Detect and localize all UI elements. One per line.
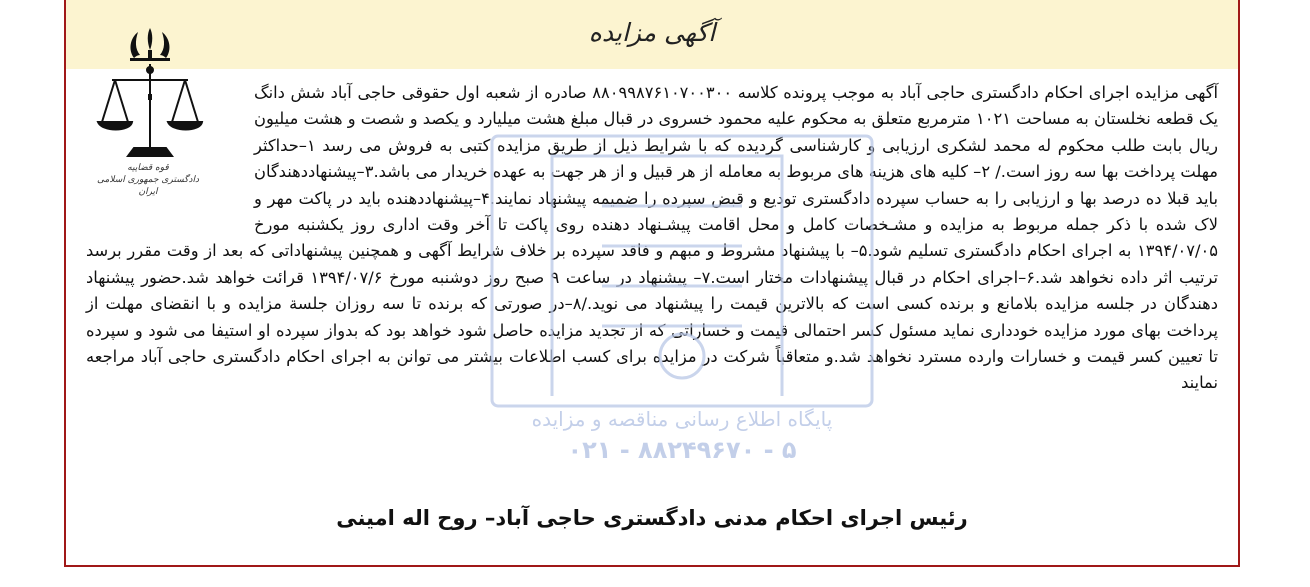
notice-body-text: آگهی مزایده اجرای احکام دادگستری حاجی آباد به موجب پرونده کلاسه ۸۸۰۹۹۸۷۶۱۰۷۰۰۳۰۰ صادره از شعبه اول حقوقی حاجی آباد شش دانگ یک قطعه نخلستان به مساحت ۱۰۲۱ مترمربع متعلق به محکوم علیه محمود خسروی در قبال مبلغ هشت میلیارد و یکصد و شصت و هشت میلیون ریال بابت طلب محکوم له محمد لشکری ارزیابی و کارشناسی گردیده که با شرایط ذیل از طریق مزایده کتبی به فروش می رسد ۱–حداکثر مهلت پرداخت بها سه روز است./ ۲– کلیه های هزینه های مربوط به معامله از هر قبیل و از هر جهت به عهده خریدار می باشد.۳–پیشنهاددهندگان باید قبلا ده درصد بها و ارزیابی را به حساب سپرده دادگستری تودیع و قبض سپرده را ضمیمه پیشنهاد نمایند.۴–پیشنهاددهنده باید در پاکت مهر و لاک شده با ذکر جمله مربوط به مزایده و مشـخصات کامل و محل اقامت پیشـنهاد دهنده روی پاکت تا آخر وقت اداری روز یکشنبه مورخ ۱۳۹۴/۰۷/۰۵ به اجرای احکام دادگستری تسلیم شود.۵– با پیشنهاد مشروط و مبهم و فاقد سپرده بر خلاف شرایط آگهی و همچنین پیشنهاداتی که بعد از وقت مقرر برسد ترتیب اثر داده نخواهد شد.۶–اجرای احکام در قبال پیشنهادات مختار است.۷– پیشنهاد در ساعت ۹ صبح روز دوشنبه مورخ ۱۳۹۴/۰۷/۶ قرائت خواهد شد.حضور پیشنهاد دهندگان در جلسه مزایده بلامانع و برنده کسی است که بالاترین قیمت را پیشنهاد می نوید./۸–در صورتی که برنده تا سه روزان جلسة مزایده و با انقضای مهلت از پرداخت بهای مورد مزایده خودداری نماید مسئول کسر احتمالی قیمت و خساراتی که از تجدید مزایده حاصل شود خواهد بود که بدواز سپرده او استیفا می شود و سپرده تا تعیین کسر قیمت و خسارات وارده مسترد نخواهد شد.و متعاقباً شرکت در مزایده برای کسب اطلاعات بیشتر می توانن به اجرای احکام دادگستری حاجی آباد مراجعه نمایند xyxy=(86,83,1219,393)
watermark-line1: پایگاه اطلاع رسانی مناقصه و مزایده xyxy=(531,407,833,431)
notice-body xyxy=(86,80,1218,480)
notice-heading: آگهی مزایده xyxy=(588,18,716,47)
signature: رئیس اجرای احکام مدنی دادگستری حاجی آباد– روح اله امینی xyxy=(336,506,968,530)
emblem-caption-line2: دادگستری جمهوری اسلامی ایران xyxy=(97,175,199,197)
emblem-caption-line1: قوه قضاییه xyxy=(127,163,169,173)
emblem-spacer xyxy=(86,80,254,226)
watermark-line2: ۰۲۱ - ۸۸۲۴۹۶۷۰ - ۵ xyxy=(567,436,797,464)
notice-frame xyxy=(64,0,1240,567)
